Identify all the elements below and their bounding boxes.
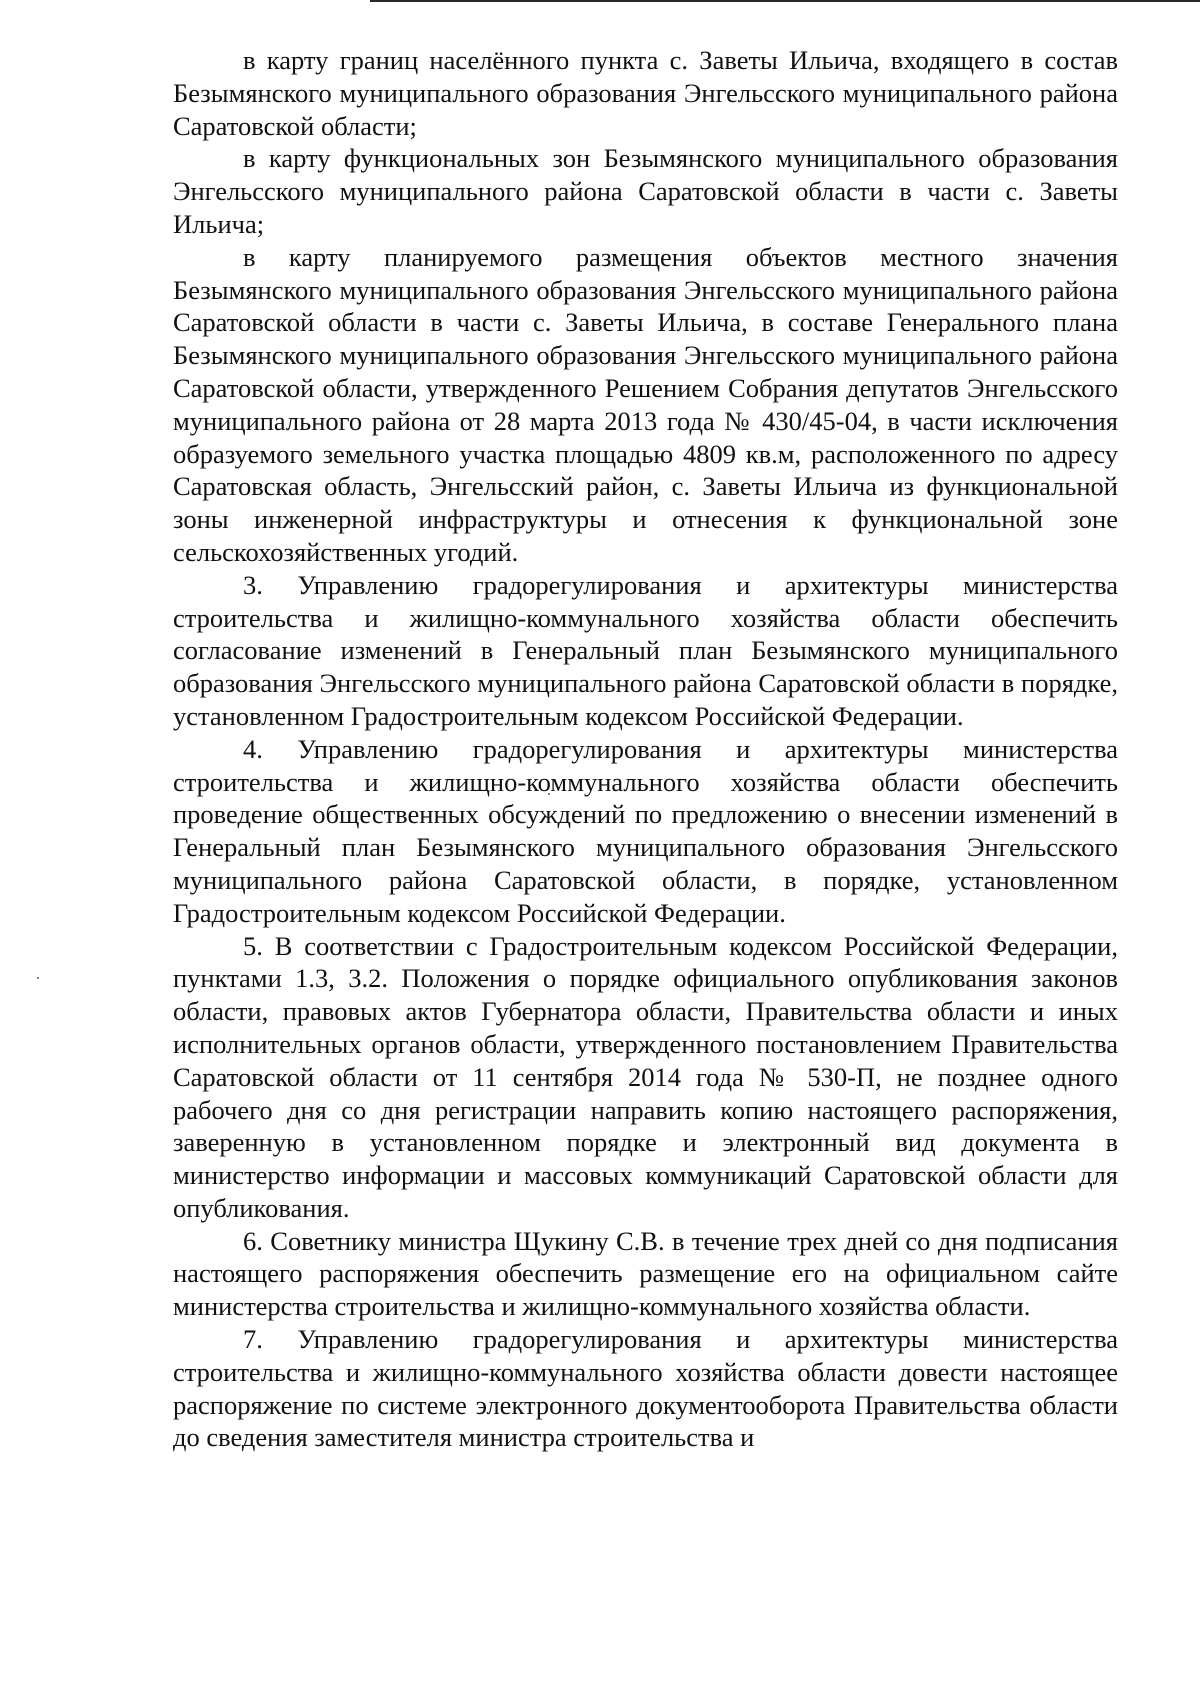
paragraph-boundaries-map: в карту границ населённого пункта с. Заветы Ильича, входящего в состав Безымянского муниципального образования Энгельсского муниципального района Саратовской области; <box>173 45 1118 141</box>
paragraph-item-4: 4. Управлению градорегулирования и архитектуры министерства строительства и жилищно-коммунального хозяйства области обеспечить проведение общественных обсуждений по предложению о внесении изменений в Генеральный план Безымянского муниципального образования Энгельсского муниципального района Саратовской области, в порядке, установленном Градостроительным кодексом Российской Федерации. <box>173 733 1118 928</box>
paragraph-item-6: 6. Советнику министра Щукину С.В. в течение трех дней со дня подписания настоящего распоряжения обеспечить размещение его на официальном сайте министерства строительства и жилищно-коммунального хозяйства области. <box>173 1225 1118 1322</box>
paragraph-planned-objects-map: в карту планируемого размещения объектов местного значения Безымянского муниципального образования Энгельсского муниципального района Саратовской области в части с. Заветы Ильича, в составе Генерального плана Безымянского муниципального образования Энгельсского муниципального района Саратовской области, утвержденного Решением Собрания депутатов Энгельсского муниципального района от 28 марта 2013 года № 430/45-04, в части исключения образуемого земельного участка площадью 4809 кв.м, расположенного по адресу Саратовская область, Энгельсский район, с. Заветы Ильича из функциональной зоны инженерной инфраструктуры и отнесения к функциональной зоне сельскохозяйственных угодий. <box>173 241 1118 567</box>
paragraph-item-7: 7. Управлению градорегулирования и архитектуры министерства строительства и жилищно-коммунального хозяйства области довести настоящее распоряжение по системе электронного документооборота Правительства области до сведения заместителя министра строительства и <box>173 1324 1118 1453</box>
document-body <box>173 44 1118 1454</box>
paragraph-item-3: 3. Управлению градорегулирования и архитектуры министерства строительства и жилищно-коммунального хозяйства области обеспечить согласование изменений в Генеральный план Безымянского муниципального образования Энгельсского муниципального района Саратовской области в порядке, установленном Градостроительным кодексом Российской Федерации. <box>173 569 1118 731</box>
paragraph-item-5: 5. В соответствии с Градостроительным кодексом Российской Федерации, пунктами 1.3, 3.2. Положения о порядке официального опубликования законов области, правовых актов Губернатора области, Правительства области и иных исполнительных органов области, утвержденного постановлением Правительства Саратовской области от 11 сентября 2014 года № 530-П, не позднее одного рабочего дня со дня регистрации направить копию настоящего распоряжения, заверенную в установленном порядке и электронный вид документа в министерство информации и массовых коммуникаций Саратовской области для опубликования. <box>173 930 1118 1223</box>
scan-speck <box>37 977 39 979</box>
scan-top-border <box>370 0 1200 2</box>
paragraph-functional-zones-map: в карту функциональных зон Безымянского муниципального образования Энгельсского муниципального района Саратовской области в части с. Заветы Ильича; <box>173 143 1118 239</box>
